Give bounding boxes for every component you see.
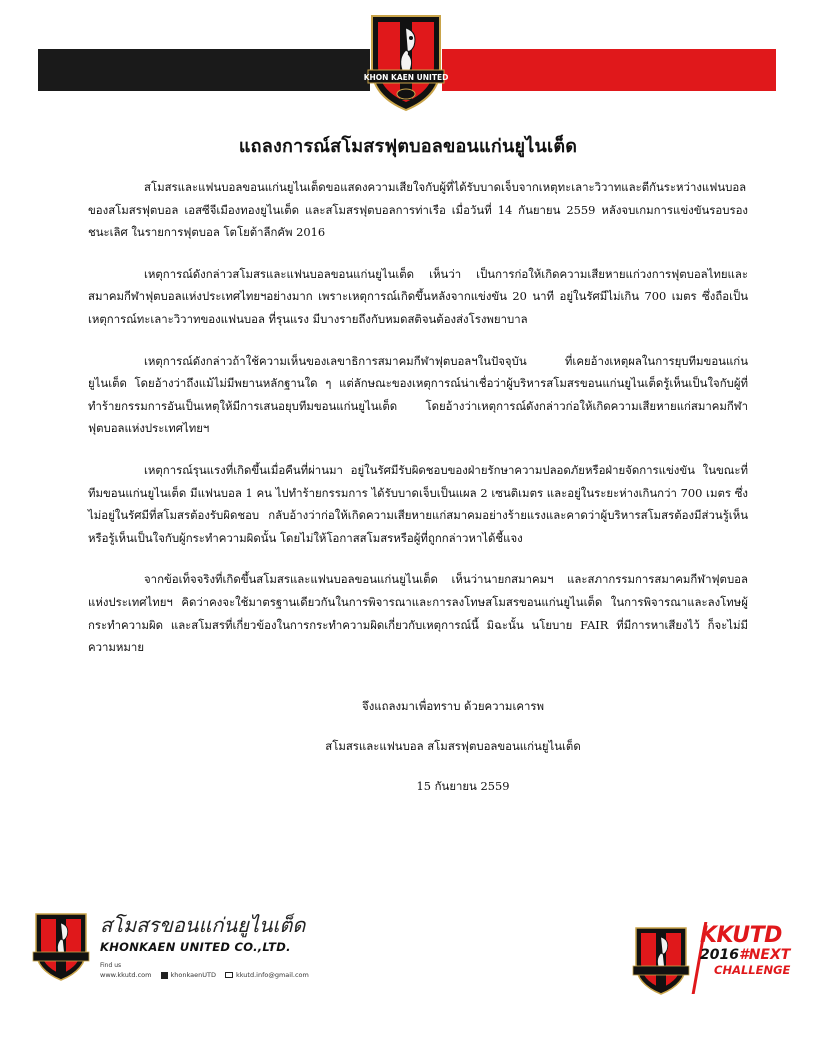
kkutd-campaign [700,924,800,977]
document-body [88,176,748,678]
email-address: kkutd.info@gmail.com [235,971,309,979]
email-link[interactable] [225,971,309,979]
find-us-label: Find us [100,962,122,969]
contact-row [100,971,330,979]
paragraph-1: สโมสรและแฟนบอลขอนแก่นยูไนเต็ดขอแสดงความเสียใจกับผู้ที่ได้รับบาดเจ็บจากเหตุทะเลาะวิวาทและตีกันระหว่างแฟนบอลของสโมสรฟุตบอล เอสซีจีเมืองทองยูไนเต็ด และสโมสรฟุตบอลการท่าเรือ เมื่อวันที่ 14 กันยายน 2559 หลังจบเกมการแข่งขันรอบรองชนะเลิศ ในรายการฟุตบอล โตโยต้าลีกคัพ 2016 [88,180,748,240]
footer-crest-logo [30,910,92,982]
facebook-link[interactable] [161,971,216,979]
document-title: แถลงการณ์สโมสรฟุตบอลขอนแก่นยูไนเต็ด [238,136,578,157]
closing-line: จึงแถลงมาเพื่อทราบ ด้วยความเคารพ [362,699,544,713]
website-link[interactable]: www.kkutd.com [100,971,152,979]
mail-icon [225,972,233,978]
footer-brand [100,912,330,979]
header-black-stripe [38,49,370,91]
footer-crest-logo-right [630,924,692,996]
document-date: 15 กันยายน 2559 [416,779,510,793]
club-crest-logo [362,10,450,112]
kkutd-tagline [700,948,800,963]
kkutd-year: 2016 [700,947,739,963]
signature-line: สโมสรและแฟนบอล สโมสรฟุตบอลขอนแก่นยูไนเต็ด [325,739,581,753]
facebook-handle: khonkaenUTD [170,971,216,979]
crest-text: KHON KAEN UNITED [363,73,449,82]
facebook-icon [161,972,168,979]
paragraph-2: เหตุการณ์ดังกล่าวสโมสรและแฟนบอลขอนแก่นยูไนเต็ด เห็นว่า เป็นการก่อให้เกิดความเสียหายแก่วงการฟุตบอลไทยและสมาคมกีฬาฟุตบอลแห่งประเทศไทยฯอย่างมาก เพราะเหตุการณ์เกิดขึ้นหลังจากแข่งขัน 20 นาที อยู่ในรัศมีไม่เกิน 700 เมตร ซึ่งถือเป็นเหตุการณ์ทะเลาะวิวาทของแฟนบอล ที่รุนแรง มีบางรายถึงกับหมดสติจนต้องส่งโรงพยาบาล [88,266,748,326]
paragraph-4: เหตุการณ์รุนแรงที่เกิดขึ้นเมื่อคืนที่ผ่านมา อยู่ในรัศมีรับผิดชอบของฝ่ายรักษาความปลอดภัยหรือฝ่ายจัดการแข่งขัน ในขณะที่ทีมขอนแก่นยูไนเต็ด มีแฟนบอล 1 คน ไปทำร้ายกรรมการ ได้รับบาดเจ็บเป็นแผล 2 เซนติเมตร และอยู่ในระยะห่างเกินกว่า 700 เมตร ซึ่งไม่อยู่ในรัศมีที่สโมสรต้องรับผิดชอบ กลับอ้างว่าก่อให้เกิดความเสียหายแก่สมาคมอย่างร้ายแรงและคาดว่าผู้บริหารสโมสรต้องมีส่วนรู้เห็นหรือรู้เห็นเป็นใจกับผู้กระทำความผิดนั้น โดยไม่ให้โอกาสสโมสรหรือผู้ที่ถูกกล่าวหาได้ชี้แจง [88,462,748,545]
kkutd-challenge: CHALLENGE [714,963,791,977]
kkutd-next: #NEXT [738,947,791,963]
paragraph-5: จากข้อเท็จจริงที่เกิดขึ้นสโมสรและแฟนบอลขอนแก่นยูไนเต็ด เห็นว่านายกสมาคมฯ และสภากรรมการสมาคมกีฬาฟุตบอลแห่งประเทศไทยฯ คิดว่าคงจะใช้มาตรฐานเดียวกันในการพิจารณาและการลงโทษสโมสรขอนแก่นยูไนเต็ด ในการพิจารณาและลงโทษผู้กระทำความผิด และสโมสรที่เกี่ยวข้องในการกระทำความผิดเกี่ยวกับเหตุการณ์นี้ มิฉะนั้น นโยบาย FAIR ที่มีการหาเสียงไว้ ก็จะไม่มีความหมาย [88,572,748,655]
header-red-stripe [442,49,776,91]
paragraph-3: เหตุการณ์ดังกล่าวถ้าใช้ความเห็นของเลขาธิการสมาคมกีฬาฟุตบอลฯในปัจจุบัน ที่เคยอ้างเหตุผลในการยุบทีมขอนแก่นยูไนเต็ด โดยอ้างว่าถึงแม้ไม่มีพยานหลักฐานใด ๆ แต่ลักษณะของเหตุการณ์น่าเชื่อว่าผู้บริหารสโมสรขอนแก่นยูไนเต็ดรู้เห็นเป็นใจกับผู้ที่ทำร้ายกรรมการอันเป็นเหตุให้มีการเสนอยุบทีมขอนแก่นยูไนเต็ด โดยอ้างว่าเหตุการณ์ดังกล่าวก่อให้เกิดความเสียหายแก่สมาคมกีฬาฟุตบอลแห่งประเทศไทยฯ [88,353,748,436]
kkutd-title: KKUTD [700,923,782,948]
brand-thai-name: สโมสรขอนแก่นยูไนเต็ด [100,913,306,937]
brand-english-name: KHONKAEN UNITED CO.,LTD. [100,940,291,954]
